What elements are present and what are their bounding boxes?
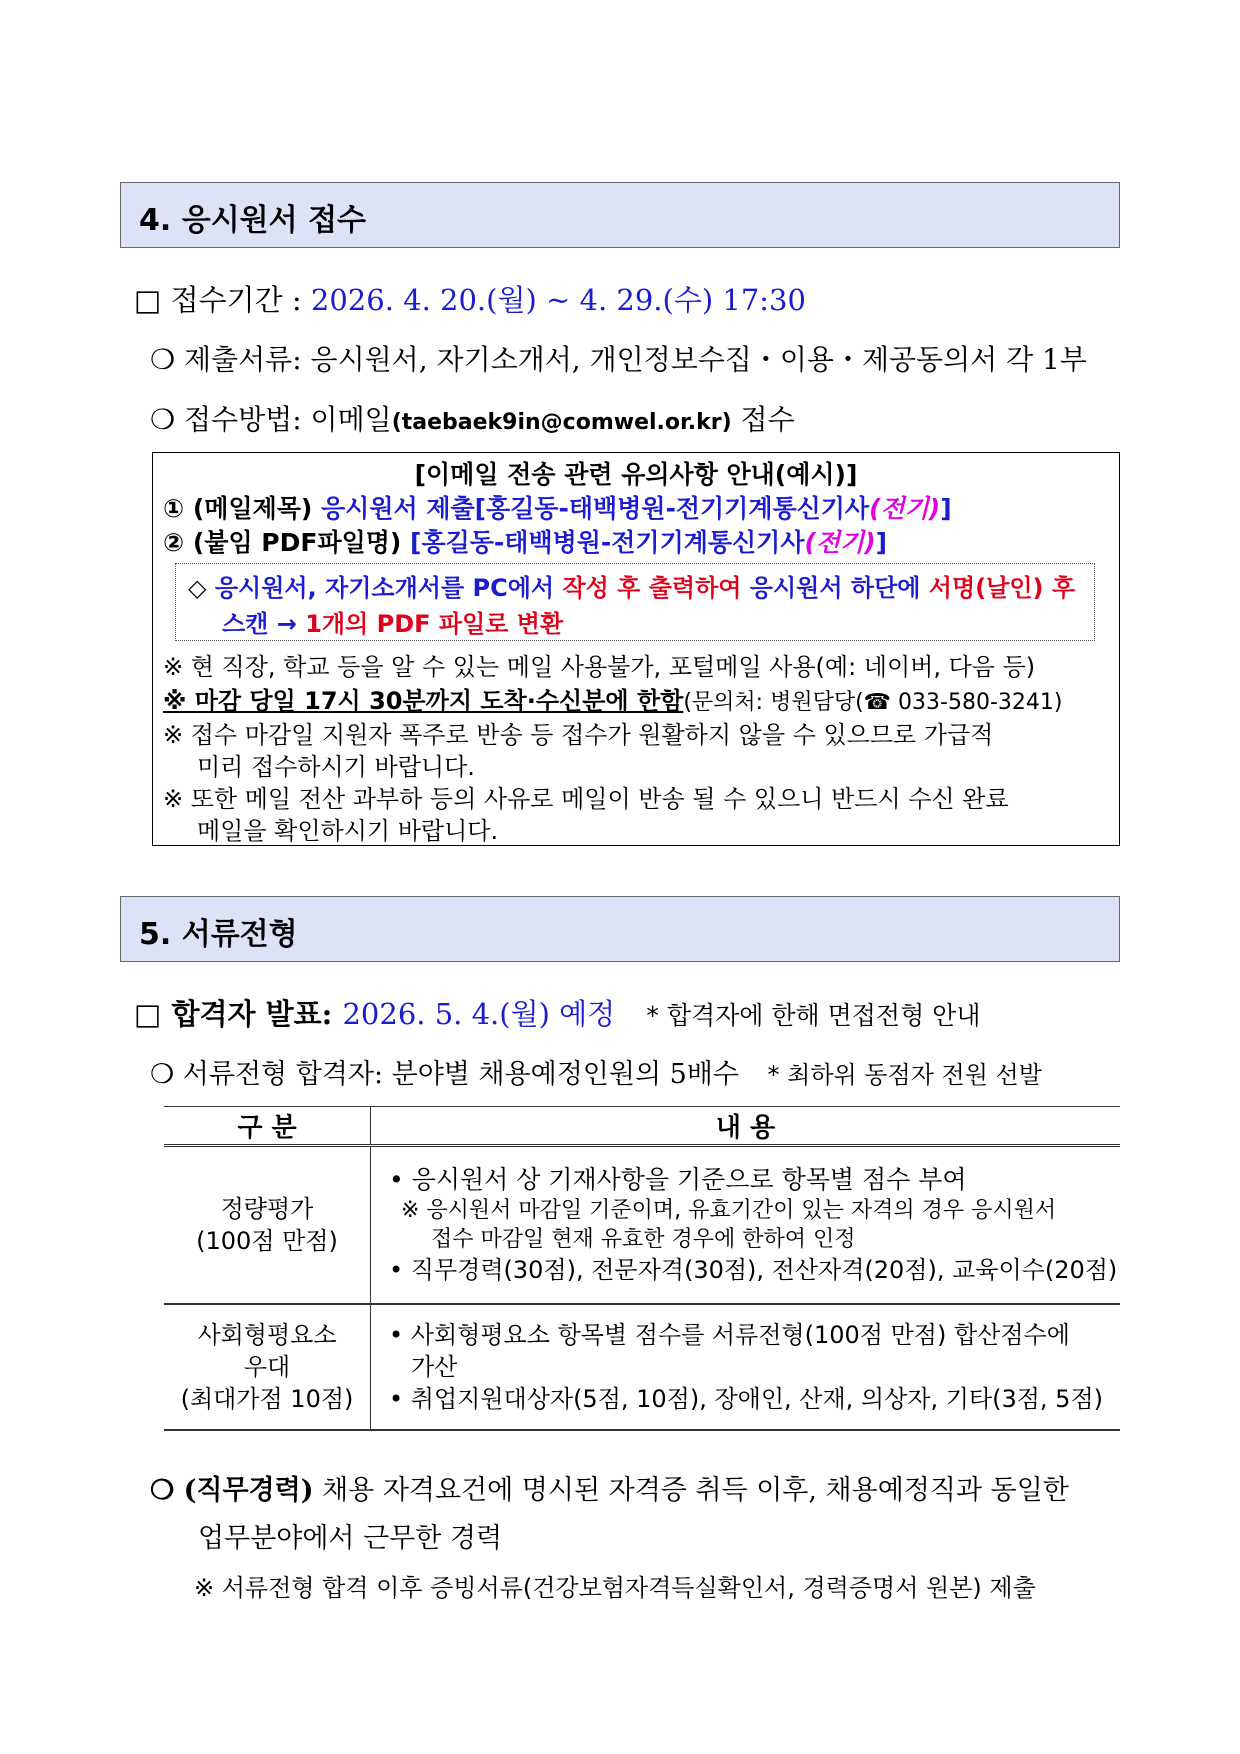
inner-1a: 응시원서, 자기소개서를 PC에서 — [214, 574, 563, 602]
method-email: (taebaek9in@comwel.or.kr) — [391, 410, 732, 435]
method-label: ❍ 접수방법: 이메일 — [150, 403, 392, 436]
notice-item-1-label: ① (메일제목) — [163, 494, 322, 523]
row-1-cat-a: 정량평가 — [220, 1195, 314, 1223]
row-1-category — [164, 1146, 371, 1305]
table-header-content: 내 용 — [371, 1107, 1121, 1146]
notice-item-2 — [163, 523, 887, 559]
method-post: 접수 — [731, 403, 795, 436]
email-notice-box — [152, 452, 1120, 846]
row-1-note-1: ※ 응시원서 마감일 기준이며, 유효기간이 있는 자격의 경우 응시원서 — [401, 1198, 1057, 1223]
inner-line-1 — [188, 568, 1075, 603]
row-2-cat-a: 사회형평요소 — [197, 1321, 337, 1349]
row-2-content — [371, 1304, 1121, 1430]
pass-note: * 최하위 동점자 전원 선발 — [767, 1061, 1042, 1089]
row-2-cat-c: (최대가점 10점) — [180, 1385, 354, 1413]
notice-item-1 — [163, 489, 952, 525]
note-2 — [163, 681, 1063, 716]
inner-2a: 스캔 → — [222, 610, 306, 638]
announce-note: * 합격자에 한해 면접전형 안내 — [646, 1001, 981, 1030]
table-row — [164, 1304, 1120, 1430]
section-5-title: 5. 서류전형 — [139, 917, 298, 952]
note-2-contact: (문의처: 병원담당(☎ 033-580-3241) — [683, 690, 1063, 715]
period-label: □ 접수기간 : — [134, 283, 311, 317]
pass-line — [150, 1052, 1042, 1091]
row-2-bullet-1a: • 사회형평요소 항목별 점수를 서류전형(100점 만점) 합산점수에 — [389, 1321, 1070, 1349]
announce-label: □ 합격자 발표: — [134, 997, 343, 1031]
evaluation-table — [164, 1106, 1120, 1431]
inner-instruction-box — [175, 563, 1095, 641]
period-value: 2026. 4. 20.(월) ~ 4. 29.(수) 17:30 — [310, 283, 806, 317]
row-2-bullet-1b: 가산 — [411, 1353, 458, 1381]
career-line-1 — [150, 1468, 1069, 1507]
row-1-note-2: 접수 마감일 현재 유효한 경우에 한하여 인정 — [431, 1227, 856, 1252]
section-4-title: 4. 응시원서 접수 — [139, 203, 367, 238]
note-2-deadline: ※ 마감 당일 17시 30분까지 도착·수신분에 한함 — [163, 687, 684, 715]
table-row — [164, 1146, 1120, 1305]
section-4-header — [120, 182, 1120, 248]
career-label: ❍ (직무경력) — [150, 1475, 314, 1506]
period-line — [134, 278, 806, 319]
inner-1c: 응시원서 하단에 — [741, 574, 929, 602]
note-1: ※ 현 직장, 학교 등을 알 수 있는 메일 사용불가, 포털메일 사용(예: 네이버, 다음 등) — [163, 653, 1036, 681]
row-1-content — [371, 1146, 1121, 1305]
pass-text: ❍ 서류전형 합격자: 분야별 채용예정인원의 5배수 — [150, 1059, 739, 1090]
row-2-bullet-2: • 취업지원대상자(5점, 10점), 장애인, 산재, 의상자, 기타(3점, 5점) — [389, 1385, 1103, 1413]
announce-line — [134, 992, 980, 1033]
docs-line: ❍ 제출서류: 응시원서, 자기소개서, 개인정보수집・이용・제공동의서 각 1부 — [150, 343, 1087, 376]
notice-item-2-value: [홍길동-태백병원-전기기계통신기사 — [410, 528, 805, 557]
inner-line-2 — [222, 604, 563, 639]
notice-item-2-end: ] — [875, 528, 888, 557]
note-3b: 미리 접수하시기 바랍니다. — [197, 753, 475, 781]
row-2-cat-b: 우대 — [243, 1353, 291, 1381]
notice-item-2-tag: (전기) — [804, 528, 876, 557]
notice-item-1-tag: (전기) — [869, 494, 941, 523]
row-2-category — [164, 1304, 371, 1430]
row-1-cat-b: (100점 만점) — [196, 1227, 338, 1255]
inner-2b: 1개의 PDF 파일로 변환 — [305, 610, 564, 638]
notice-title: [이메일 전송 관련 유의사항 안내(예시)] — [414, 460, 858, 489]
diamond-icon: ◇ — [188, 574, 207, 602]
career-text-a: 채용 자격요건에 명시된 자격증 취득 이후, 채용예정직과 동일한 — [313, 1475, 1069, 1506]
announce-value: 2026. 5. 4.(월) 예정 — [342, 997, 616, 1031]
method-line — [150, 398, 795, 438]
notice-item-2-label: ② (붙임 PDF파일명) — [163, 528, 411, 557]
notice-item-1-value: 응시원서 제출[홍길동-태백병원-전기기계통신기사 — [321, 494, 870, 523]
note-4a: ※ 또한 메일 전산 과부하 등의 사유로 메일이 반송 될 수 있으니 반드시 수신 완료 — [163, 785, 1009, 813]
career-note: ※ 서류전형 합격 이후 증빙서류(건강보험자격득실확인서, 경력증명서 원본) 제출 — [194, 1574, 1036, 1602]
section-5-header — [120, 896, 1120, 962]
table-header-category: 구 분 — [164, 1107, 371, 1146]
notice-item-1-end: ] — [940, 494, 952, 523]
note-3a: ※ 접수 마감일 지원자 폭주로 반송 등 접수가 원활하지 않을 수 있으므로 가급적 — [163, 721, 994, 749]
career-line-2: 업무분야에서 근무한 경력 — [198, 1523, 503, 1554]
row-1-bullet-2: • 직무경력(30점), 전문자격(30점), 전산자격(20점), 교육이수(20점) — [389, 1256, 1118, 1284]
inner-1d: 서명(날인) 후 — [928, 574, 1076, 602]
row-1-bullet-1: • 응시원서 상 기재사항을 기준으로 항목별 점수 부여 — [389, 1165, 967, 1194]
note-4b: 메일을 확인하시기 바랍니다. — [197, 817, 499, 845]
inner-1b: 작성 후 출력하여 — [562, 574, 742, 602]
